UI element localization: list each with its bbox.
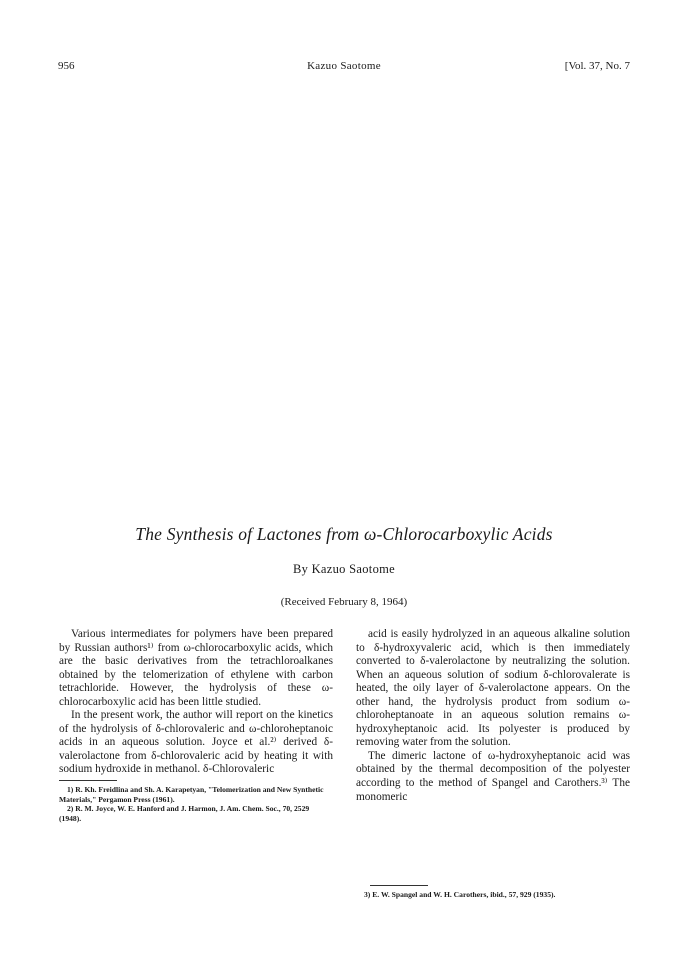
- footnote-rule: [370, 885, 428, 886]
- received-date: (Received February 8, 1964): [280, 596, 408, 608]
- right-footnotes: [356, 882, 630, 900]
- footnote: 3) E. W. Spangel and W. H. Carothers, ibid., 57, 929 (1935).: [364, 890, 556, 899]
- body-paragraph: The dimeric lactone of ω-hydroxyheptanoic acid was obtained by the thermal decomposition of the polyester according to the method of Spangel and Carothers.³⁾ The monomeric: [356, 749, 630, 803]
- body-paragraph: In the present work, the author will report on the kinetics of the hydrolysis of δ-chlorovaleric and ω-chloroheptanoic acids in an aqueous solution. Joyce et al.²⁾ derived δ-valerolactone from δ-chlorovaleric acid by heating it with sodium hydroxide in methanol. δ-Chlorovaleric: [59, 709, 333, 776]
- footnote: 2) R. M. Joyce, W. E. Hanford and J. Harmon, J. Am. Chem. Soc., 70, 2529 (1948).: [59, 804, 310, 823]
- body-paragraph: Various intermediates for polymers have been prepared by Russian authors¹⁾ from ω-chlorocarboxylic acids, which are the basic derivatives from the tetrachloroalkanes obtained by the telomerization of ethylene with carbon tetrachloride. However, the hydrolysis of these ω-chlorocarboxylic acid has been little studied.: [59, 628, 333, 708]
- volume-issue: [Vol. 37, No. 7: [564, 60, 630, 72]
- running-author: Kazuo Saotome: [307, 60, 381, 72]
- right-column: [356, 628, 630, 804]
- footnote: 1) R. Kh. Freidlina and Sh. A. Karapetyan, "Telomerization and New Synthetic Materials," Pergamon Press (1961).: [59, 785, 324, 804]
- body-paragraph: acid is easily hydrolyzed in an aqueous alkaline solution to δ-hydroxyvaleric acid, which is then immediately converted to δ-valerolactone by neutralizing the solution. When an aqueous solution of sodium δ-chlorovalerate is heated, the oily layer of δ-valerolactone appears. On the other hand, the hydrolysis product from sodium ω-chloroheptanoate in an aqueous solution remains ω-hydroxyheptanoic acid. Its polyester is produced by removing water from the solution.: [356, 628, 630, 749]
- left-column: [59, 628, 333, 823]
- footnotes: [59, 785, 333, 823]
- article-byline: By Kazuo Saotome: [292, 562, 395, 576]
- running-header: [58, 60, 630, 76]
- page-number: 956: [58, 60, 75, 72]
- article-title: The Synthesis of Lactones from ω-Chlorocarboxylic Acids: [135, 524, 553, 544]
- footnote-rule: [59, 780, 117, 781]
